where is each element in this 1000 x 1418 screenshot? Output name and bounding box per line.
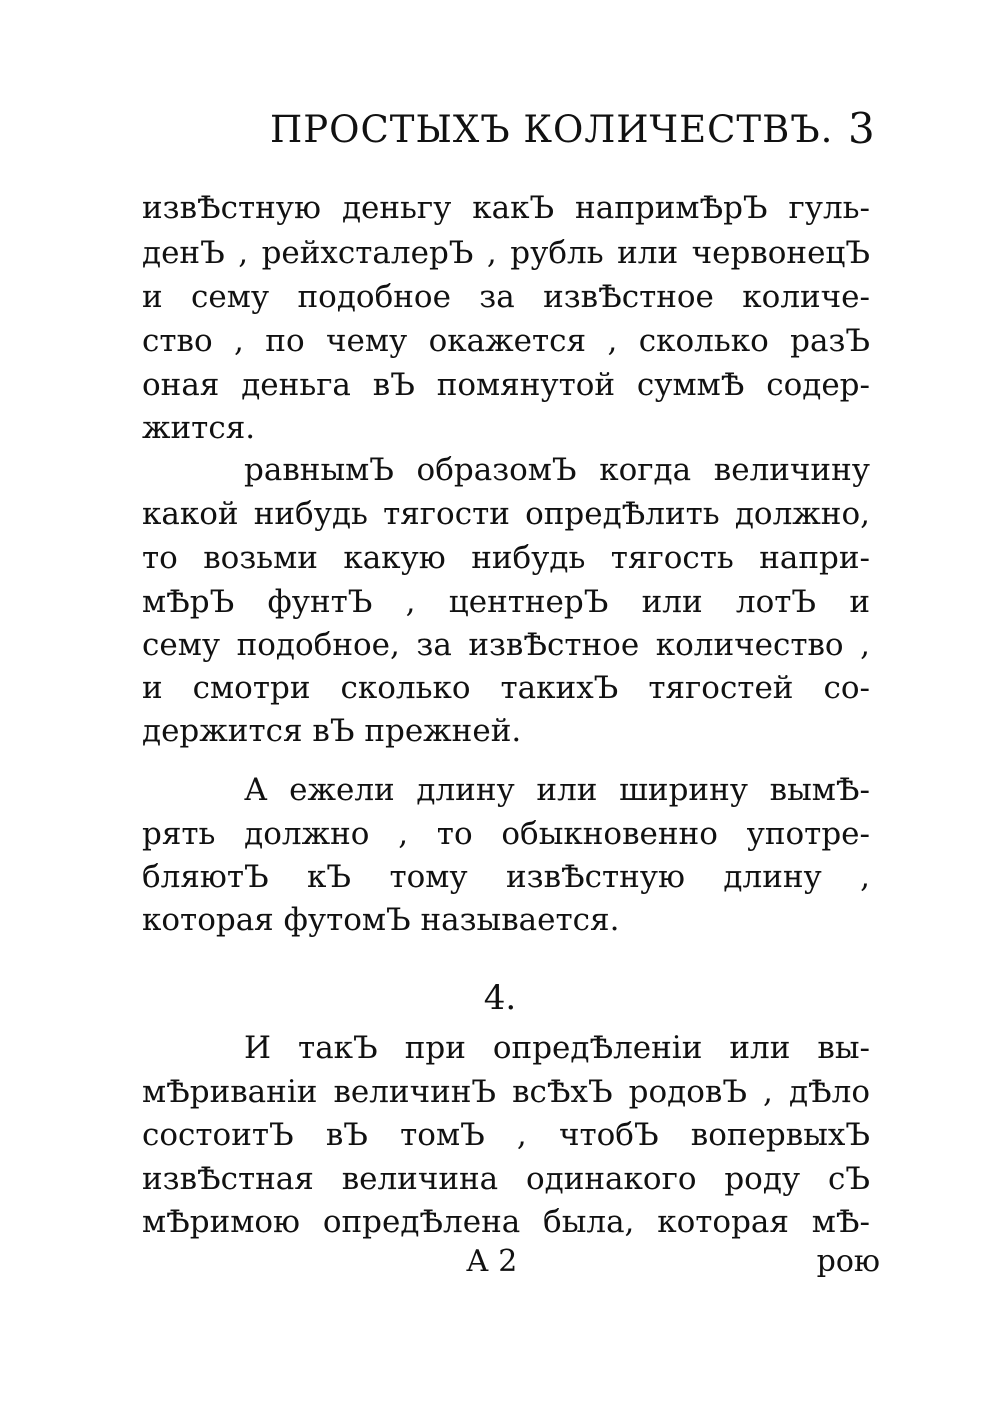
text-line: ство , по чему окажется , сколько разЪ <box>142 323 870 359</box>
text-line: А ежели длину или ширину вымѢ- <box>244 772 870 808</box>
text-line: то возьми какую нибудь тягость напри- <box>142 540 870 576</box>
text-line: мѢриванiи величинЪ всѢхЪ родовЪ , дѢло <box>142 1074 870 1110</box>
catchword: рою <box>816 1244 880 1279</box>
page-number: 3 <box>848 104 875 153</box>
text-line: мѢрЪ фунтЪ , центнерЪ или лотЪ и <box>142 584 870 620</box>
text-line: извѢстную деньгу какЪ напримѢрЪ гуль- <box>142 190 870 226</box>
text-line: и смотри сколько такихЪ тягостей со- <box>142 670 870 706</box>
text-line: жится. <box>142 410 256 446</box>
text-line: бляютЪ кЪ тому извѢстную длину , <box>142 859 870 895</box>
running-head-title: ПРОСТЫХЪ КОЛИЧЕСТВЪ. <box>270 108 834 151</box>
text-line: рять должно , то обыкновенно употре- <box>142 816 870 852</box>
text-line: извѢстная величина одинакого роду сЪ <box>142 1161 870 1197</box>
text-line: сему подобное, за извѢстное количество , <box>142 627 870 663</box>
text-line: оная деньга вЪ помянутой суммѢ содер- <box>142 367 870 403</box>
text-line: какой нибудь тягости опредѢлить должно, <box>142 496 870 532</box>
text-line: И такЪ при опредѢленiи или вы- <box>244 1030 870 1066</box>
text-line: денЪ , рейхсталерЪ , рубль или червонецЪ <box>142 235 870 271</box>
signature-mark: А 2 <box>466 1244 518 1279</box>
text-line: держится вЪ прежней. <box>142 713 522 749</box>
text-line: мѢримою опредѢлена была, которая мѢ- <box>142 1204 870 1240</box>
text-line: равнымЪ образомЪ когда величину <box>244 452 870 488</box>
section-number: 4. <box>483 978 517 1018</box>
text-line: состоитЪ вЪ томЪ , чтобЪ вопервыхЪ <box>142 1117 870 1153</box>
text-line: и сему подобное за извѢстное количе- <box>142 279 870 315</box>
text-line: которая футомЪ называется. <box>142 902 620 938</box>
